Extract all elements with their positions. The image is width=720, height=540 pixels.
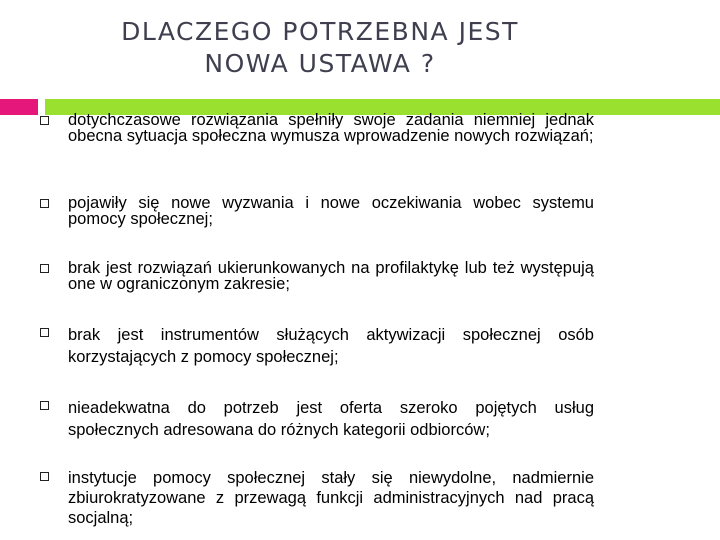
bullet-text-2: pojawiły się nowe wyzwania i nowe oczekiwania wobec systemu pomocy społecznej;	[68, 194, 594, 228]
slide-title-line-2: NOWA USTAWA ?	[204, 49, 436, 78]
square-bullet-icon	[40, 328, 49, 337]
square-bullet-icon	[40, 264, 49, 273]
square-bullet-icon	[40, 199, 49, 208]
square-bullet-icon	[40, 401, 49, 410]
square-bullet-icon	[40, 116, 49, 125]
square-bullet-icon	[40, 472, 49, 481]
slide-title-line-1: DLACZEGO POTRZEBNA JEST	[121, 17, 519, 46]
bullet-text-6: instytucje pomocy społecznej stały się niewydolne, nadmiernie zbiurokratyzowane z przewagą funkcji administracyjnych nad pracą socjalną;	[68, 469, 594, 527]
bullet-text-5: nieadekwatna do potrzeb jest oferta szeroko pojętych usług społecznych adresowana do różnych kategorii odbiorców;	[68, 399, 594, 439]
bullet-text-3: brak jest rozwiązań ukierunkowanych na profilaktykę lub też występują one w ograniczonym zakresie;	[68, 259, 594, 293]
slide-title	[70, 16, 570, 80]
bullet-text-4: brak jest instrumentów służących aktywizacji społecznej osób korzystających z pomocy społecznej;	[68, 326, 594, 366]
accent-bar-pink	[0, 99, 38, 115]
bullet-text-1: dotychczasowe rozwiązania spełniły swoje zadania niemniej jednak obecna sytuacja społeczna wymusza wprowadzenie nowych rozwiązań;	[68, 111, 594, 145]
